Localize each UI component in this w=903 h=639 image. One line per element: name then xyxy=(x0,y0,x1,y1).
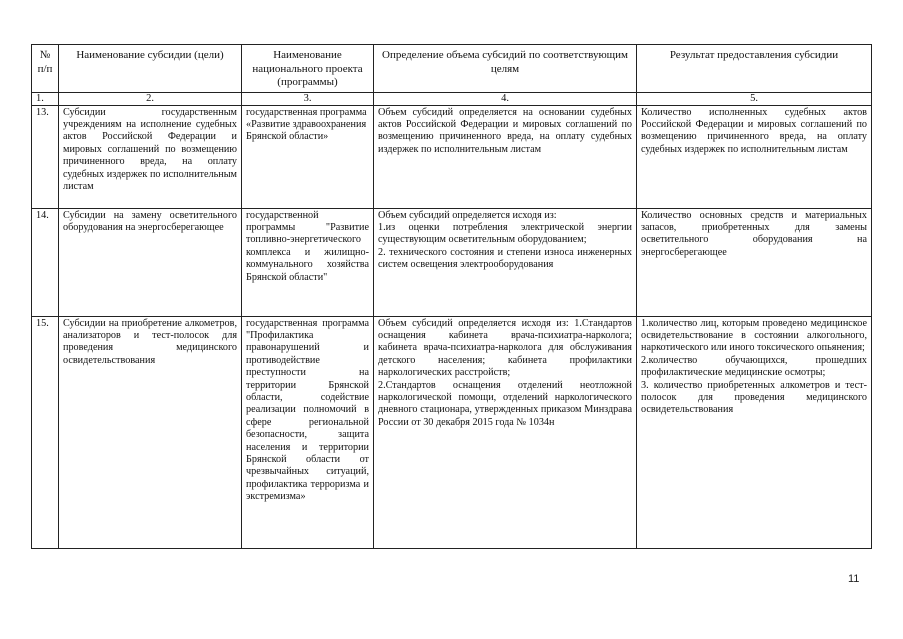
row-number: 15. xyxy=(32,316,59,548)
header-num: № п/п xyxy=(32,45,59,93)
subsidy-name: Субсидии государственным учреждениям на исполнение судебных актов Российской Федерации и мировых соглашений по возмещению причиненного вреда, на оплату судебных издержек по исполнительным листам xyxy=(59,105,242,208)
result-text: 2.количество обучающихся, прошедших профилактические медицинские осмотры; xyxy=(641,354,867,379)
row-number: 14. xyxy=(32,208,59,316)
column-number: 1. xyxy=(32,92,59,105)
volume-text: Объем субсидий определяется на основании судебных актов Российской Федерации и мировых соглашений по возмещению причиненного вреда, на оплату судебных издержек по исполнительным листам xyxy=(378,106,632,155)
row-number: 13. xyxy=(32,105,59,208)
volume-cell xyxy=(374,208,637,316)
table-row xyxy=(32,316,872,548)
volume-text: 2.Стандартов оснащения отделений неотложной наркологической помощи, отделений наркологического дневного стационара, утвержденных приказом Минздрава России от 30 декабря 2015 года № 1034н xyxy=(378,379,632,428)
header-result: Результат предоставления субсидии xyxy=(637,45,872,93)
volume-cell xyxy=(374,105,637,208)
column-number: 2. xyxy=(59,92,242,105)
result-cell xyxy=(637,208,872,316)
column-number: 5. xyxy=(637,92,872,105)
subsidy-table xyxy=(31,44,872,549)
volume-cell xyxy=(374,316,637,548)
column-number: 3. xyxy=(242,92,374,105)
volume-text: 1.из оценки потребления электрической энергии существующим осветительным оборудованием; xyxy=(378,221,632,246)
header-volume: Определение объема субсидий по соответствующим целям xyxy=(374,45,637,93)
result-text: 1.количество лиц, которым проведено медицинское освидетельствование в состоянии алкогольного, наркотического или иного токсического опьянения; xyxy=(641,317,867,354)
result-cell xyxy=(637,316,872,548)
program-name: государственная программа «Развитие здравоохранения Брянской области» xyxy=(242,105,374,208)
volume-text: Объем субсидий определяется исходя из: 1.Стандартов оснащения кабинета врача-психиатра-нарколога; кабинета врача-психиатра-нарколога для обслуживания детского населения; кабинета профилактики наркологических расстройств; xyxy=(378,317,632,379)
program-name: государственная программа "Профилактика правонарушений и противодействие преступности на территории Брянской области, содействие реализации полномочий в сфере региональной безопасности, защита населения и территории Брянской области от чрезвычайных ситуаций, профилактика терроризма и экстремизма» xyxy=(242,316,374,548)
header-subsidy-name: Наименование субсидии (цели) xyxy=(59,45,242,93)
page-number: 11 xyxy=(848,573,860,585)
result-text: Количество исполненных судебных актов Российской Федерации и мировых соглашений по возмещению причиненного вреда, на оплату судебных издержек по исполнительным листам xyxy=(641,106,867,155)
result-text: Количество основных средств и материальных запасов, приобретенных для замены осветительного оборудования на энергосберегающее xyxy=(641,209,867,258)
volume-text: Объем субсидий определяется исходя из: xyxy=(378,209,557,221)
program-name: государственной программы "Развитие топливно-энергетического комплекса и жилищно-коммунального хозяйства Брянской области" xyxy=(242,208,374,316)
volume-text: 2. технического состояния и степени износа инженерных систем освещения электрооборудования xyxy=(378,246,632,271)
result-cell xyxy=(637,105,872,208)
subsidy-name: Субсидии на приобретение алкометров, анализаторов и тест-полосок для проведения медицинского освидетельствования xyxy=(59,316,242,548)
header-program: Наименование национального проекта (программы) xyxy=(242,45,374,93)
table-row xyxy=(32,105,872,208)
column-number: 4. xyxy=(374,92,637,105)
column-number-row xyxy=(32,92,872,105)
table-row xyxy=(32,208,872,316)
result-text: 3. количество приобретенных алкометров и тест-полосок для проведения медицинского освидетельствования xyxy=(641,379,867,416)
subsidy-name: Субсидии на замену осветительного оборудования на энергосберегающее xyxy=(59,208,242,316)
header-row xyxy=(32,45,872,93)
